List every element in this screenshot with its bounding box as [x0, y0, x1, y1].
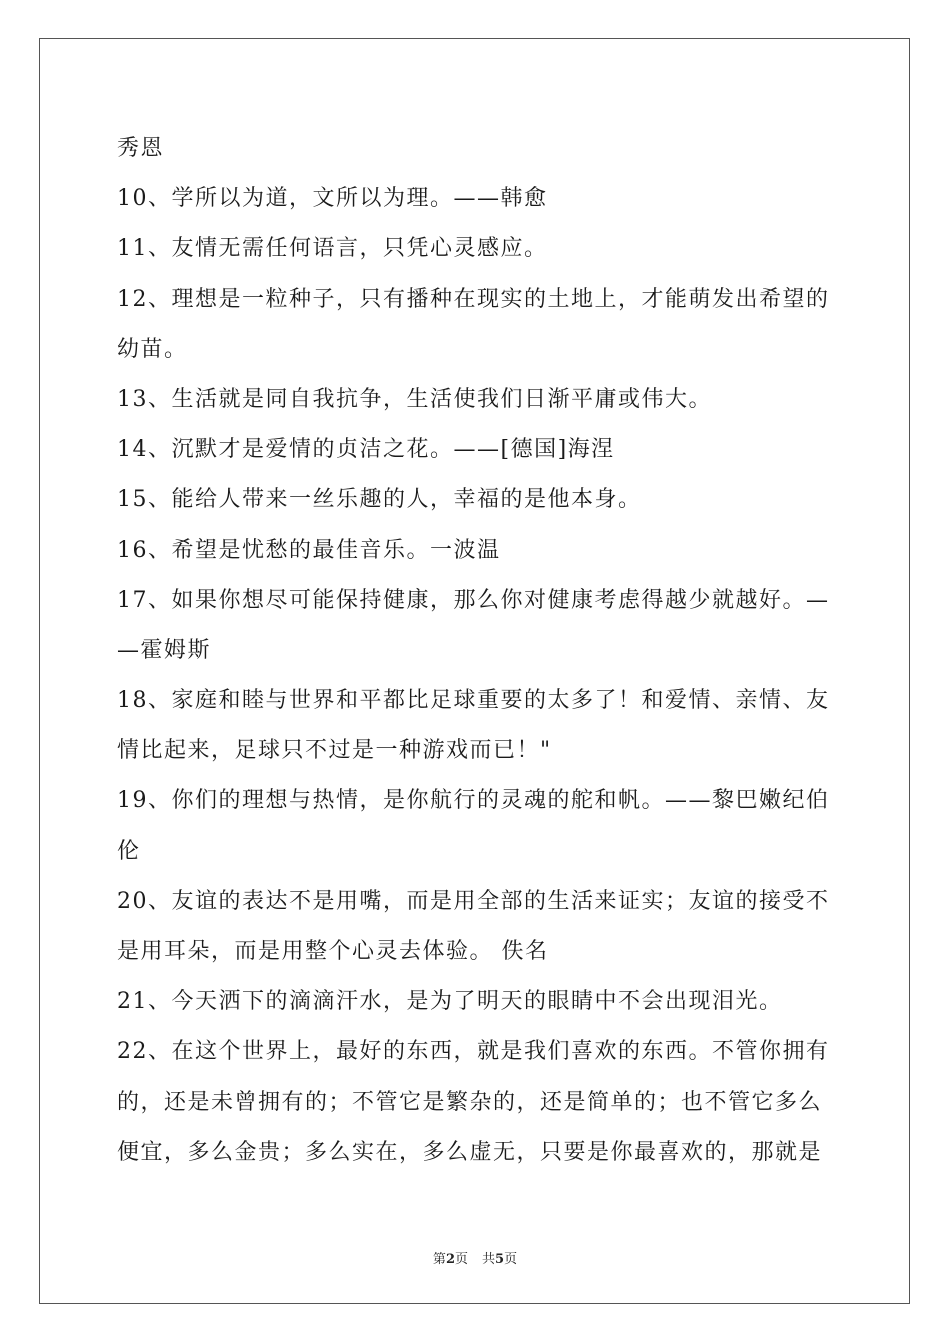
total-suffix: 页: [504, 1252, 518, 1267]
text-line: 12、理想是一粒种子，只有播种在现实的土地上，才能萌发出希望的: [117, 286, 830, 312]
text-line: 秀恩: [117, 136, 165, 161]
page-prefix: 第: [432, 1252, 446, 1267]
text-line: 15、能给人带来一丝乐趣的人，幸福的是他本身。: [117, 487, 642, 513]
page-footer: [0, 1248, 950, 1267]
document-body: [117, 130, 837, 1184]
text-line: 13、生活就是同自我抗争，生活使我们日渐平庸或伟大。: [117, 386, 712, 412]
total-prefix: 共: [482, 1252, 496, 1267]
text-line: 的，还是未曾拥有的；不管它是繁杂的，还是简单的；也不管它多么: [117, 1089, 823, 1115]
text-line: 21、今天洒下的滴滴汗水，是为了明天的眼睛中不会出现泪光。: [117, 989, 783, 1015]
text-line: 11、友情无需任何语言，只凭心灵感应。: [117, 236, 548, 262]
text-line: 20、友谊的表达不是用嘴，而是用全部的生活来证实；友谊的接受不: [117, 888, 830, 914]
text-line: 16、希望是忧愁的最佳音乐。一波温: [117, 537, 501, 563]
text-line: 幼苗。: [117, 336, 188, 362]
total-pages: 5: [495, 1252, 505, 1267]
text-line: 19、你们的理想与热情，是你航行的灵魂的舵和帆。——黎巴嫩纪伯: [117, 788, 830, 814]
page-number: 2: [445, 1252, 455, 1267]
text-line: —霍姆斯: [117, 637, 212, 663]
text-line: 22、在这个世界上，最好的东西，就是我们喜欢的东西。不管你拥有: [117, 1039, 830, 1065]
text-line: 14、沉默才是爱情的贞洁之花。——[德国]海涅: [117, 437, 615, 463]
text-line: 是用耳朵，而是用整个心灵去体验。 佚名: [117, 939, 549, 964]
text-line: 伦: [117, 838, 141, 864]
page-suffix: 页: [454, 1252, 468, 1267]
text-line: 10、学所以为道，文所以为理。——韩愈: [117, 186, 548, 212]
text-line: 17、如果你想尽可能保持健康，那么你对健康考虑得越少就越好。—: [117, 587, 830, 613]
text-line: 18、家庭和睦与世界和平都比足球重要的太多了！和爱情、亲情、友: [117, 688, 830, 714]
text-line: 情比起来，足球只不过是一种游戏而已！": [117, 738, 552, 764]
text-line: 便宜，多么金贵；多么实在，多么虚无，只要是你最喜欢的，那就是: [117, 1139, 823, 1165]
